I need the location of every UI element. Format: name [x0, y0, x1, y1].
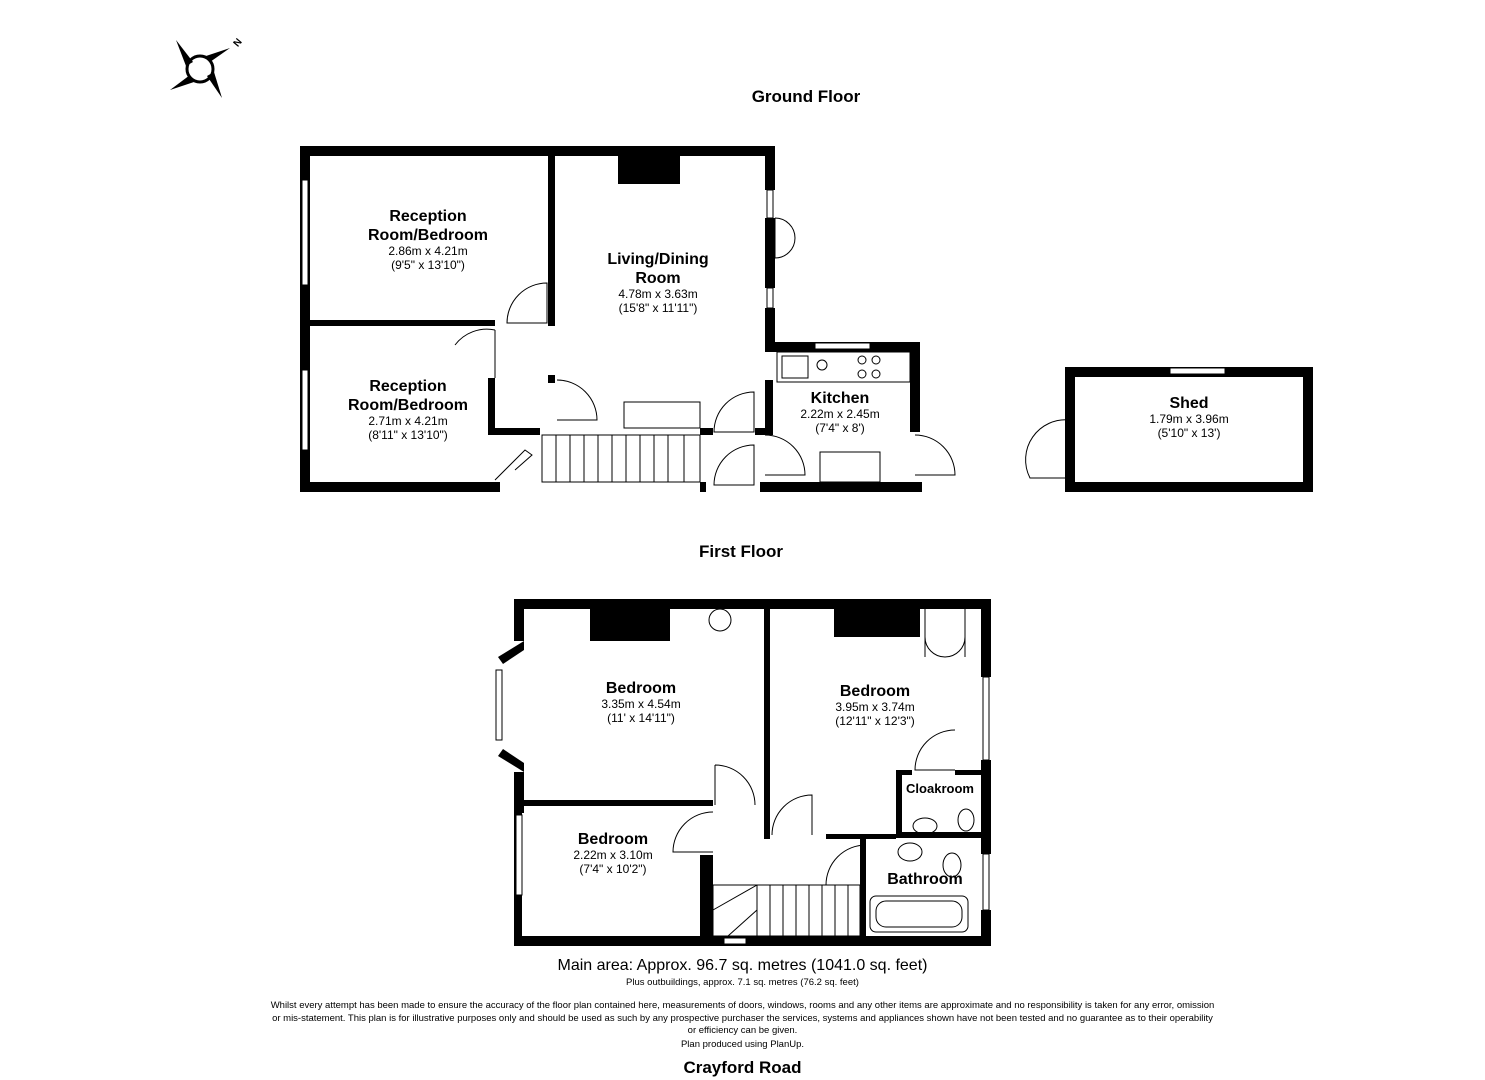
svg-text:3.95m x 3.74m: 3.95m x 3.74m: [835, 700, 915, 714]
svg-text:Bedroom: Bedroom: [605, 680, 677, 697]
first-floor-windows: [496, 670, 989, 944]
room-label-shed: [1149, 395, 1228, 440]
svg-text:(12'11" x 12'3"): (12'11" x 12'3"): [835, 714, 915, 728]
svg-text:(7'4" x 8'): (7'4" x 8'): [815, 421, 865, 435]
first-floor-walls: [498, 599, 991, 946]
svg-text:Room: Room: [635, 270, 681, 287]
svg-text:Bedroom: Bedroom: [577, 831, 649, 848]
compass-north-label: N: [231, 36, 245, 50]
room-label-reception-2: [348, 378, 468, 442]
svg-text:Room/Bedroom: Room/Bedroom: [348, 397, 468, 414]
room-label-cloakroom: [906, 781, 974, 796]
ground-floor-doors: [455, 218, 1070, 485]
first-floor-stairs: [713, 885, 860, 936]
ground-floor-walls: [300, 146, 1313, 492]
svg-text:2.71m x 4.21m: 2.71m x 4.21m: [368, 414, 448, 428]
compass-icon: [170, 37, 245, 98]
room-label-bathroom: [887, 871, 963, 888]
svg-text:(9'5" x 13'10"): (9'5" x 13'10"): [391, 258, 465, 272]
svg-text:Bedroom: Bedroom: [839, 683, 911, 700]
svg-text:2.86m x 4.21m: 2.86m x 4.21m: [388, 244, 468, 258]
room-label-bedroom-3: [573, 831, 652, 876]
svg-text:Reception: Reception: [389, 208, 467, 225]
svg-text:Shed: Shed: [1169, 395, 1209, 412]
outbuildings-area-text: Plus outbuildings, approx. 7.1 sq. metres (76.2 sq. feet): [626, 977, 859, 988]
produced-by-text: Plan produced using PlanUp.: [680, 1039, 805, 1050]
room-label-bedroom-2: [835, 683, 915, 728]
first-floor-doors: [673, 609, 965, 885]
disclaimer-text: Whilst every attempt has been made to ensure the accuracy of the floor plan contained here, measurements of doors, windows, rooms and any other items are approximate and no responsibility is taken for any error, omission or mis-statement. This plan is for illustrative purposes only and should be used as such by any prospective purchaser the services, systems and appliances shown have not been tested and no guarantee as to their operability or efficiency can be given.: [270, 1000, 1215, 1036]
room-label-bedroom-1: [601, 680, 680, 725]
room-label-kitchen: [800, 390, 879, 435]
svg-text:Reception: Reception: [369, 378, 447, 395]
room-label-reception-1: [368, 208, 488, 272]
svg-text:2.22m x 2.45m: 2.22m x 2.45m: [800, 407, 880, 421]
svg-text:Cloakroom: Cloakroom: [906, 781, 974, 796]
svg-text:(8'11" x 13'10"): (8'11" x 13'10"): [368, 428, 448, 442]
svg-text:Room/Bedroom: Room/Bedroom: [368, 227, 488, 244]
svg-text:(15'8" x 11'11"): (15'8" x 11'11"): [618, 301, 698, 315]
svg-text:(11' x 14'11"): (11' x 14'11"): [607, 711, 675, 725]
svg-text:(7'4" x 10'2"): (7'4" x 10'2"): [579, 862, 647, 876]
property-address: Crayford Road: [683, 1058, 802, 1077]
svg-text:1.79m x 3.96m: 1.79m x 3.96m: [1149, 412, 1229, 426]
svg-text:Bathroom: Bathroom: [887, 871, 963, 888]
svg-text:2.22m x 3.10m: 2.22m x 3.10m: [573, 848, 653, 862]
ground-floor-title: Ground Floor: [751, 87, 861, 106]
main-area-text: Main area: Approx. 96.7 sq. metres (1041.0 sq. feet): [557, 957, 928, 974]
svg-text:Living/Dining: Living/Dining: [607, 251, 709, 268]
svg-text:Kitchen: Kitchen: [810, 390, 870, 407]
first-floor-title: First Floor: [698, 542, 784, 561]
svg-text:4.78m x 3.63m: 4.78m x 3.63m: [618, 287, 698, 301]
room-label-living-dining: [607, 251, 708, 315]
ground-floor-stairs: [495, 402, 700, 482]
svg-text:3.35m x 4.54m: 3.35m x 4.54m: [601, 697, 681, 711]
svg-text:(5'10" x 13'): (5'10" x 13'): [1157, 426, 1221, 440]
